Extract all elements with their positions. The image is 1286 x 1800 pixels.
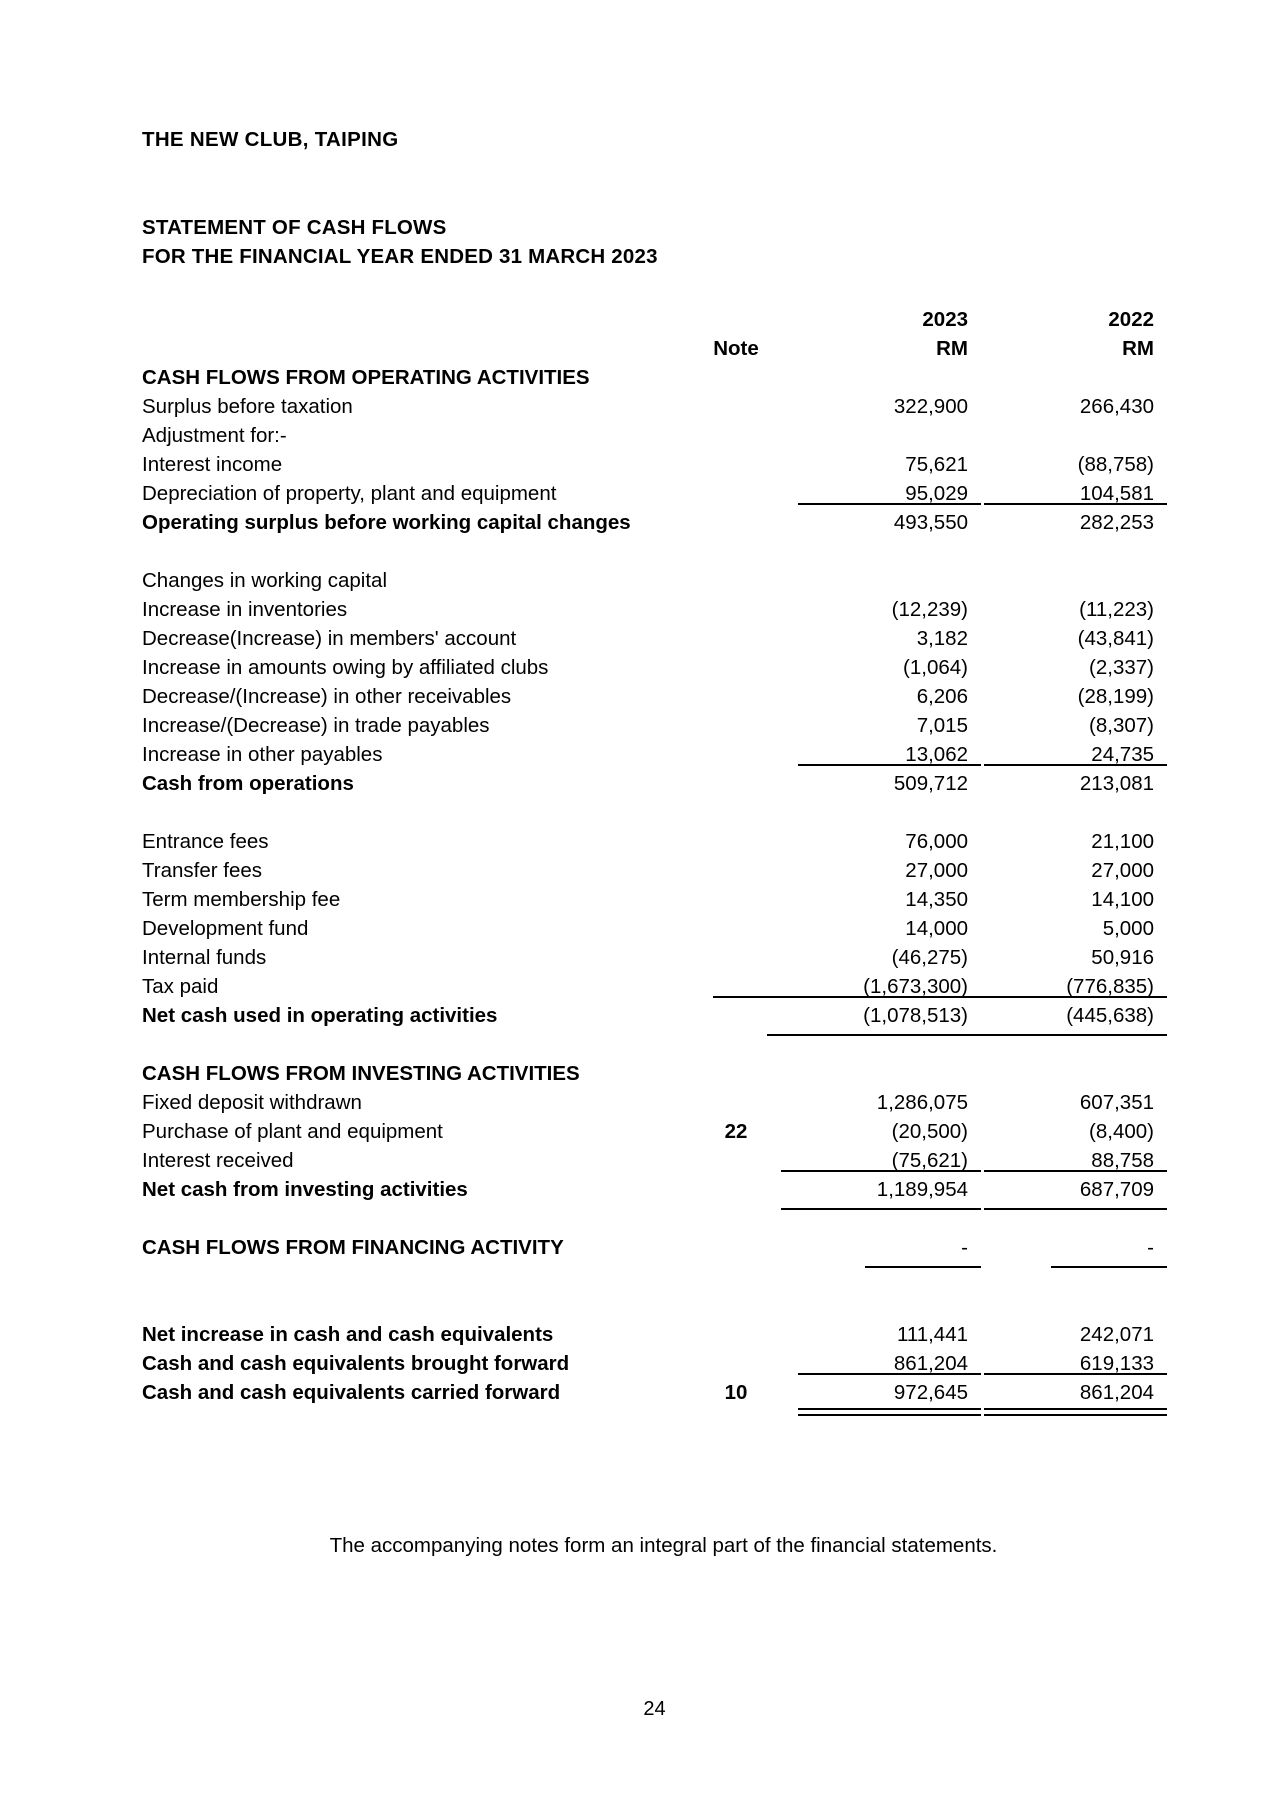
row-label: Fixed deposit withdrawn: [142, 1090, 362, 1114]
table-row: [142, 1320, 1154, 1349]
row-value-2023: (46,275): [891, 945, 968, 969]
row-note: [690, 1059, 782, 1088]
row-label: Cash and cash equivalents brought forward: [142, 1351, 570, 1375]
spacer: [142, 798, 1154, 827]
row-value-2023: [782, 566, 968, 595]
company-name: THE NEW CLUB, TAIPING: [142, 128, 399, 151]
table-header-year-row: [142, 305, 1154, 334]
row-note: [690, 914, 782, 943]
row-value-2022: (43,841): [1077, 626, 1154, 650]
spacer: [142, 1262, 1154, 1291]
row-value-2023: (1,078,513): [782, 1001, 968, 1030]
row-value-2023: 95,029: [905, 481, 968, 505]
row-value-2022: (2,337): [1089, 655, 1154, 679]
row-value-2022: 607,351: [1079, 1090, 1154, 1114]
row-value-2023: [782, 363, 968, 392]
row-note: 22: [724, 1119, 748, 1143]
row-value-2022: 88,758: [1091, 1148, 1154, 1172]
row-note: [690, 856, 782, 885]
row-value-2023: 14,350: [905, 887, 968, 911]
row-note: [690, 769, 782, 798]
row-note: [690, 682, 782, 711]
table-row: [142, 943, 1154, 972]
table-row: [142, 914, 1154, 943]
row-note: 10: [724, 1380, 748, 1404]
row-note: [690, 1175, 782, 1204]
row-label: Depreciation of property, plant and equipment: [142, 481, 557, 505]
row-label: Entrance fees: [142, 829, 269, 853]
footnote: The accompanying notes form an integral part of the financial statements.: [329, 1534, 998, 1557]
row-value-2022: 24,735: [1091, 742, 1154, 766]
row-note: [690, 479, 782, 508]
statement-content: [142, 128, 1157, 1720]
row-value-2023: (1,673,300): [863, 974, 968, 998]
table-row: [142, 769, 1154, 798]
row-label: Interest income: [142, 452, 283, 476]
row-label: Net increase in cash and cash equivalents: [142, 1322, 554, 1346]
row-value-2023: (75,621): [891, 1148, 968, 1172]
row-label: Surplus before taxation: [142, 394, 353, 418]
row-note: [690, 885, 782, 914]
row-note: [690, 1146, 782, 1175]
row-label: Internal funds: [142, 945, 267, 969]
spacer: [142, 1291, 1154, 1320]
table-row: [142, 363, 1154, 392]
row-value-2023: 14,000: [905, 916, 968, 940]
row-label: Increase in amounts owing by affiliated clubs: [142, 655, 549, 679]
statement-title: [142, 213, 1157, 271]
row-value-2023: 111,441: [896, 1322, 968, 1346]
row-value-2023: 1,286,075: [876, 1090, 968, 1114]
row-value-2022: 861,204: [968, 1378, 1154, 1407]
row-value-2023: 3,182: [916, 626, 968, 650]
statement-title-line2: FOR THE FINANCIAL YEAR ENDED 31 MARCH 2023: [142, 244, 658, 268]
row-value-2022: (28,199): [1077, 684, 1154, 708]
row-note: [690, 740, 782, 769]
page-number: 24: [643, 1698, 666, 1720]
row-value-2023: -: [782, 1233, 968, 1262]
table-row: [142, 682, 1154, 711]
row-value-2022: (8,400): [1089, 1119, 1154, 1143]
table-row: [142, 392, 1154, 421]
row-value-2022: -: [968, 1233, 1154, 1262]
row-label: Operating surplus before working capital changes: [142, 510, 631, 534]
row-value-2022: 687,709: [968, 1175, 1154, 1204]
row-label: Purchase of plant and equipment: [142, 1119, 443, 1143]
row-note: [690, 653, 782, 682]
row-value-2022: [968, 363, 1154, 392]
table-row: [142, 566, 1154, 595]
table-row: [142, 421, 1154, 450]
row-note: [690, 1320, 782, 1349]
row-value-2023: 27,000: [905, 858, 968, 882]
row-value-2022: 282,253: [968, 508, 1154, 537]
row-value-2023: (20,500): [891, 1119, 968, 1143]
row-note: [690, 595, 782, 624]
row-label: CASH FLOWS FROM FINANCING ACTIVITY: [142, 1235, 564, 1259]
row-value-2023: 861,204: [893, 1351, 968, 1375]
row-note: [690, 1001, 782, 1030]
statement-title-line1: STATEMENT OF CASH FLOWS: [142, 215, 447, 239]
row-note: [690, 363, 782, 392]
row-value-2022: 50,916: [1091, 945, 1154, 969]
row-value-2023: [782, 1059, 968, 1088]
row-value-2022: [968, 566, 1154, 595]
header-blank-2: [142, 334, 690, 363]
row-value-2022: 619,133: [1079, 1351, 1154, 1375]
header-note: Note: [713, 336, 759, 360]
row-value-2022: [968, 421, 1154, 450]
row-label: Cash from operations: [142, 771, 354, 795]
row-note: [690, 1349, 782, 1378]
table-row: [142, 885, 1154, 914]
row-note: [690, 421, 782, 450]
row-value-2023: [782, 421, 968, 450]
row-value-2022: (776,835): [1066, 974, 1154, 998]
row-note: [690, 566, 782, 595]
table-row: [142, 1175, 1154, 1204]
row-label: Decrease(Increase) in members' account: [142, 626, 517, 650]
row-label: Adjustment for:-: [142, 423, 287, 447]
row-value-2022: (88,758): [1077, 452, 1154, 476]
row-label: Term membership fee: [142, 887, 341, 911]
row-label: Changes in working capital: [142, 568, 387, 592]
spacer: [142, 537, 1154, 566]
cash-flow-table: [142, 305, 1154, 1407]
row-label: Tax paid: [142, 974, 219, 998]
row-label: Net cash used in operating activities: [142, 1003, 498, 1027]
row-value-2022: 213,081: [968, 769, 1154, 798]
row-note: [690, 392, 782, 421]
table-row: [142, 450, 1154, 479]
row-note: [690, 450, 782, 479]
table-row: [142, 653, 1154, 682]
header-blank: [142, 305, 690, 334]
table-header-currency-row: [142, 334, 1154, 363]
row-label: Transfer fees: [142, 858, 263, 882]
row-label: Decrease/(Increase) in other receivables: [142, 684, 512, 708]
header-currency-2022: RM: [1122, 336, 1154, 360]
row-value-2022: 104,581: [1079, 481, 1154, 505]
row-value-2022: (445,638): [968, 1001, 1154, 1030]
row-value-2023: (12,239): [891, 597, 968, 621]
table-row: [142, 856, 1154, 885]
row-value-2022: 27,000: [1091, 858, 1154, 882]
table-row: [142, 1088, 1154, 1117]
row-value-2023: 7,015: [916, 713, 968, 737]
row-note: [690, 943, 782, 972]
row-note: [690, 711, 782, 740]
table-row: [142, 1378, 1154, 1407]
table-row: [142, 711, 1154, 740]
row-value-2022: 266,430: [1079, 394, 1154, 418]
table-row: [142, 595, 1154, 624]
row-note: [690, 624, 782, 653]
row-label: Increase in other payables: [142, 742, 383, 766]
row-label: CASH FLOWS FROM OPERATING ACTIVITIES: [142, 365, 590, 389]
row-value-2022: 242,071: [1079, 1322, 1154, 1346]
table-row: [142, 624, 1154, 653]
row-value-2023: 972,645: [782, 1378, 968, 1407]
row-label: CASH FLOWS FROM INVESTING ACTIVITIES: [142, 1061, 580, 1085]
row-value-2022: 14,100: [1091, 887, 1154, 911]
row-value-2023: 322,900: [893, 394, 968, 418]
row-value-2023: 13,062: [905, 742, 968, 766]
row-value-2022: 5,000: [1102, 916, 1154, 940]
row-value-2022: (8,307): [1089, 713, 1154, 737]
row-note: [690, 1233, 782, 1262]
row-label: Net cash from investing activities: [142, 1177, 468, 1201]
row-value-2023: 509,712: [782, 769, 968, 798]
row-value-2023: 6,206: [916, 684, 968, 708]
row-label: Interest received: [142, 1148, 294, 1172]
row-value-2023: 493,550: [782, 508, 968, 537]
table-row: [142, 1001, 1154, 1030]
row-value-2023: 76,000: [905, 829, 968, 853]
row-note: [690, 508, 782, 537]
row-note: [690, 827, 782, 856]
row-value-2022: 21,100: [1091, 829, 1154, 853]
row-value-2022: [968, 1059, 1154, 1088]
table-row: [142, 827, 1154, 856]
header-note-blank: [690, 305, 782, 334]
row-value-2023: 1,189,954: [782, 1175, 968, 1204]
row-value-2023: (1,064): [903, 655, 968, 679]
header-year-2022: 2022: [1108, 307, 1154, 331]
table-row: [142, 1117, 1154, 1146]
header-currency-2023: RM: [936, 336, 968, 360]
header-year-2023: 2023: [922, 307, 968, 331]
row-value-2022: (11,223): [1079, 597, 1154, 621]
row-value-2023: 75,621: [905, 452, 968, 476]
table-row: [142, 1059, 1154, 1088]
row-note: [690, 1088, 782, 1117]
row-label: Cash and cash equivalents carried forward: [142, 1380, 561, 1404]
table-row: [142, 1233, 1154, 1262]
row-label: Increase in inventories: [142, 597, 348, 621]
row-label: Development fund: [142, 916, 309, 940]
table-row: [142, 508, 1154, 537]
row-label: Increase/(Decrease) in trade payables: [142, 713, 490, 737]
